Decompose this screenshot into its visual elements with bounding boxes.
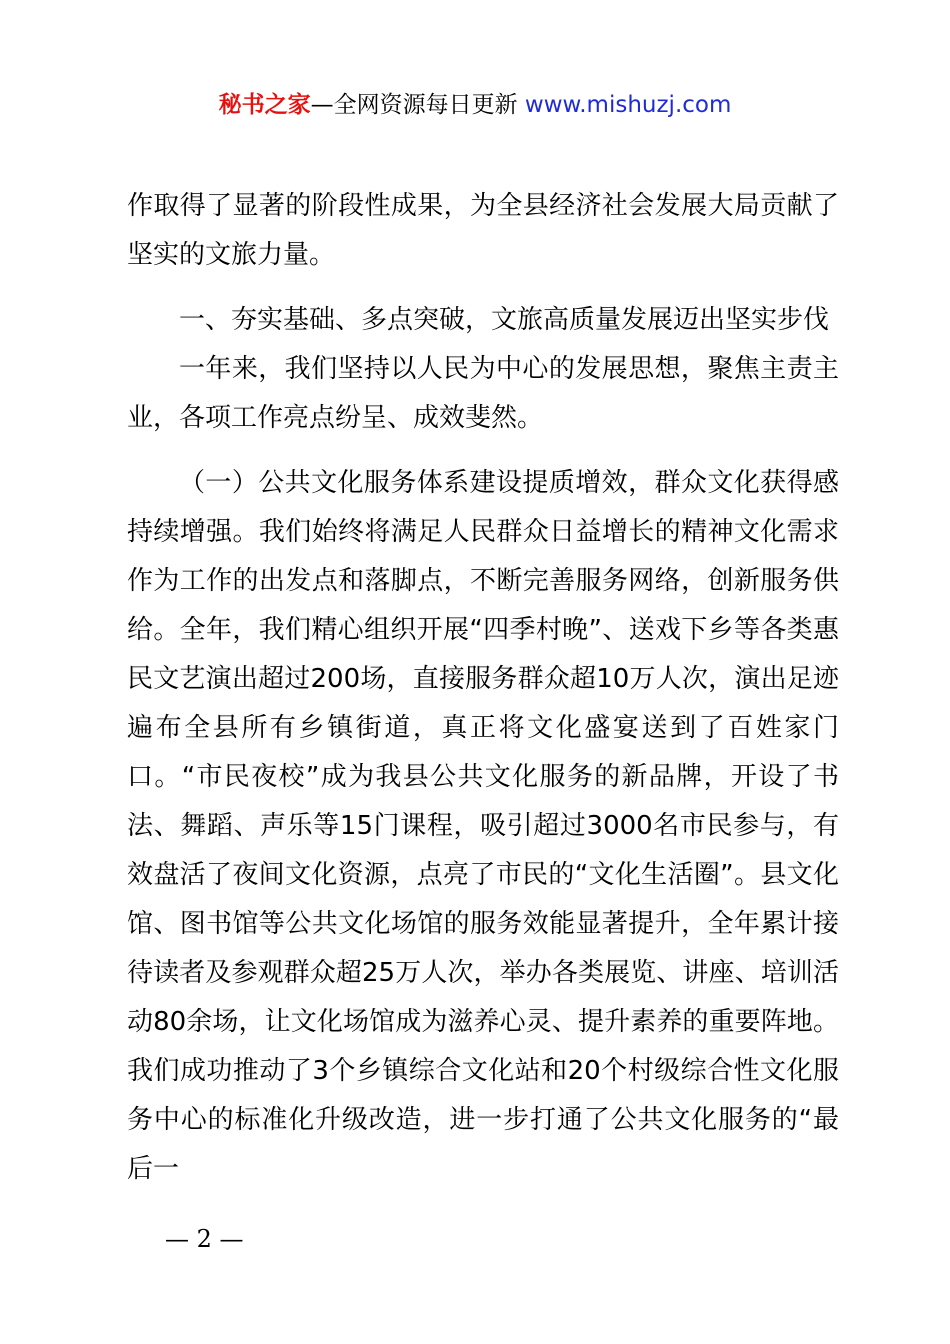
document-body xyxy=(127,182,839,1194)
page-number: — 2 — xyxy=(165,1225,244,1253)
section-heading: 一、夯实基础、多点突破，文旅高质量发展迈出坚实步伐 xyxy=(179,305,830,335)
paragraph-continuation: 作取得了显著的阶段性成果，为全县经济社会发展大局贡献了坚实的文旅力量。 xyxy=(127,191,839,270)
paragraph-public-culture: （一）公共文化服务体系建设提质增效，群众文化获得感持续增强。我们始终将满足人民群众日益增长的精神文化需求作为工作的出发点和落脚点，不断完善服务网络，创新服务供给。全年，我们精心组织开展“四季村晚”、送戏下乡等各类惠民文艺演出超过200场，直接服务群众超10万人次，演出足迹遍布全县所有乡镇街道，真正将文化盛宴送到了百姓家门口。“市民夜校”成为我县公共文化服务的新品牌，开设了书法、舞蹈、声乐等15门课程，吸引超过3000名市民参与，有效盘活了夜间文化资源，点亮了市民的“文化生活圈”。县文化馆、图书馆等公共文化场馆的服务效能显著提升，全年累计接待读者及参观群众超25万人次，举办各类展览、讲座、培训活动80余场，让文化场馆成为滋养心灵、提升素养的重要阵地。我们成功推动了3个乡镇综合文化站和20个村级综合性文化服务中心的标准化升级改造，进一步打通了公共文化服务的“最后一 xyxy=(127,468,839,1184)
header-tagline: —全网资源每日更新 xyxy=(310,92,525,118)
site-header xyxy=(0,88,950,122)
site-url-link[interactable]: www.mishuzj.com xyxy=(524,92,732,118)
brand-name: 秘书之家 xyxy=(218,92,311,118)
paragraph-intro: 一年来，我们坚持以人民为中心的发展思想，聚焦主责主业，各项工作亮点纷呈、成效斐然。 xyxy=(127,354,839,433)
